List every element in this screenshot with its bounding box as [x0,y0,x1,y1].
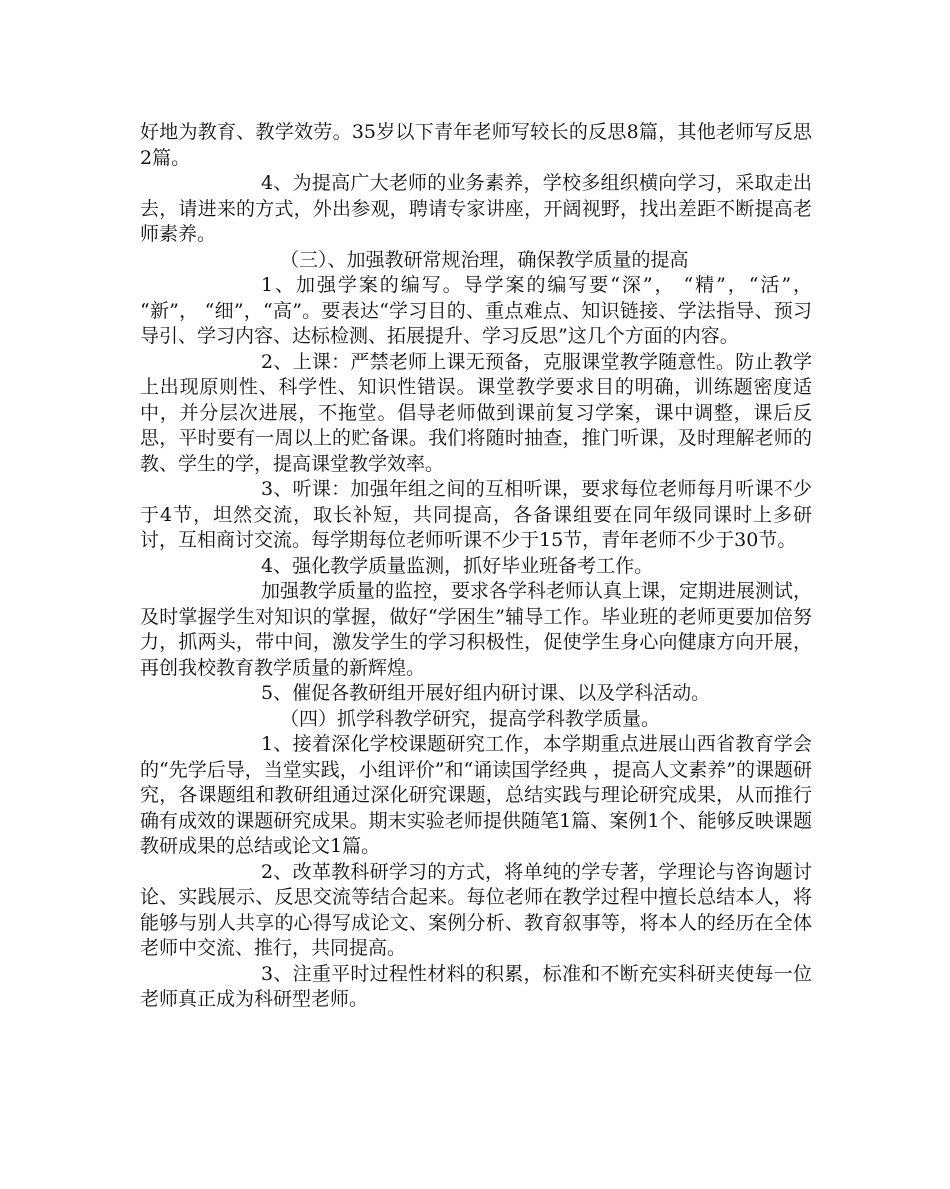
paragraph-item-4-quality: 4、强化教学质量监测，抓好毕业班备考工作。 [261,554,654,577]
paragraph-item-2-lessons: 2、上课：严禁老师上课无预备，克服课堂教学随意性。防止教学上出现原则性、科学性、知识性错误。课堂教学要求目的明确，训练题密度适中，并分层次进展，不拖堂。倡导老师做到课前复习学案，课中调整，课后反思，平时要有一周以上的贮备课。我们将随时抽查，推门听课，及时理解老师的教、学生的学，提高课堂教学效率。 [140,350,812,475]
paragraph-continuation: 好地为教育、教学效劳。35岁以下青年老师写较长的反思8篇，其他老师写反思2篇。 [140,121,812,169]
paragraph-quality-monitoring: 加强教学质量的监控，要求各学科老师认真上课，定期进展测试，及时掌握学生对知识的掌握，做好“学困生”辅导工作。毕业班的老师更要加倍努力，抓两头，带中间，激发学生的学习积极性，促使学生身心向健康方向开展，再创我校教育教学质量的新辉煌。 [140,580,813,679]
section-heading-3: （三）、加强教研常规治理，确保教学质量的提高 [280,248,689,271]
paragraph-item-1-research: 1、接着深化学校课题研究工作，本学期重点进展山西省教育学会的“先学后导，当堂实践，小组评价”和“诵读国学经典 ，提高人文素养”的课题研究，各课题组和教研组通过深化研究课题，总结实践与理论研究成果，从而推行确有成效的课题研究成果。期末实验老师提供随笔1篇、案例1个、能够反映课题教研成果的总结或论文1篇。 [140,733,812,857]
paragraph-item-1-study-plan: 1、加强学案的编写。导学案的编写要“深”， “精”，“活”， “新”， “细”，“高”。要表达“学习目的、重点难点、知识链接、学法指导、预习导引、学习内容、达标检测、拓展提升、学习反思”这几个方面的内容。 [140,274,812,347]
paragraph-item-3-materials: 3、注重平时过程性材料的积累，标准和不断充实科研夹使每一位老师真正成为科研型老师。 [140,962,812,1010]
paragraph-item-4-training: 4、为提高广大老师的业务素养，学校多组织横向学习，采取走出去，请进来的方式，外出参观，聘请专家讲座，开阔视野，找出差距不断提高老师素养。 [140,172,812,245]
document-page [140,120,812,1013]
paragraph-item-5-activities: 5、催促各教研组开展好组内研讨课、以及学科活动。 [261,682,711,704]
paragraph-item-3-observation: 3、听课：加强年组之间的互相听课，要求每位老师每月听课不少于4节，坦然交流，取长补短，共同提高，各备课组要在同年级同课时上多研讨，互相商讨交流。每学期每位老师听课不少于15节，青年老师不少于30节。 [140,478,812,551]
section-heading-4: （四）抓学科教学研究，提高学科教学质量。 [280,707,661,730]
paragraph-item-2-reform: 2、改革教科研学习的方式，将单纯的学专著，学理论与咨询题讨论、实践展示、反思交流等结合起来。每位老师在教学过程中擅长总结本人，将能够与别人共享的心得写成论文、案例分析、教育叙事等，将本人的经历在全体老师中交流、推行，共同提高。 [140,860,812,959]
